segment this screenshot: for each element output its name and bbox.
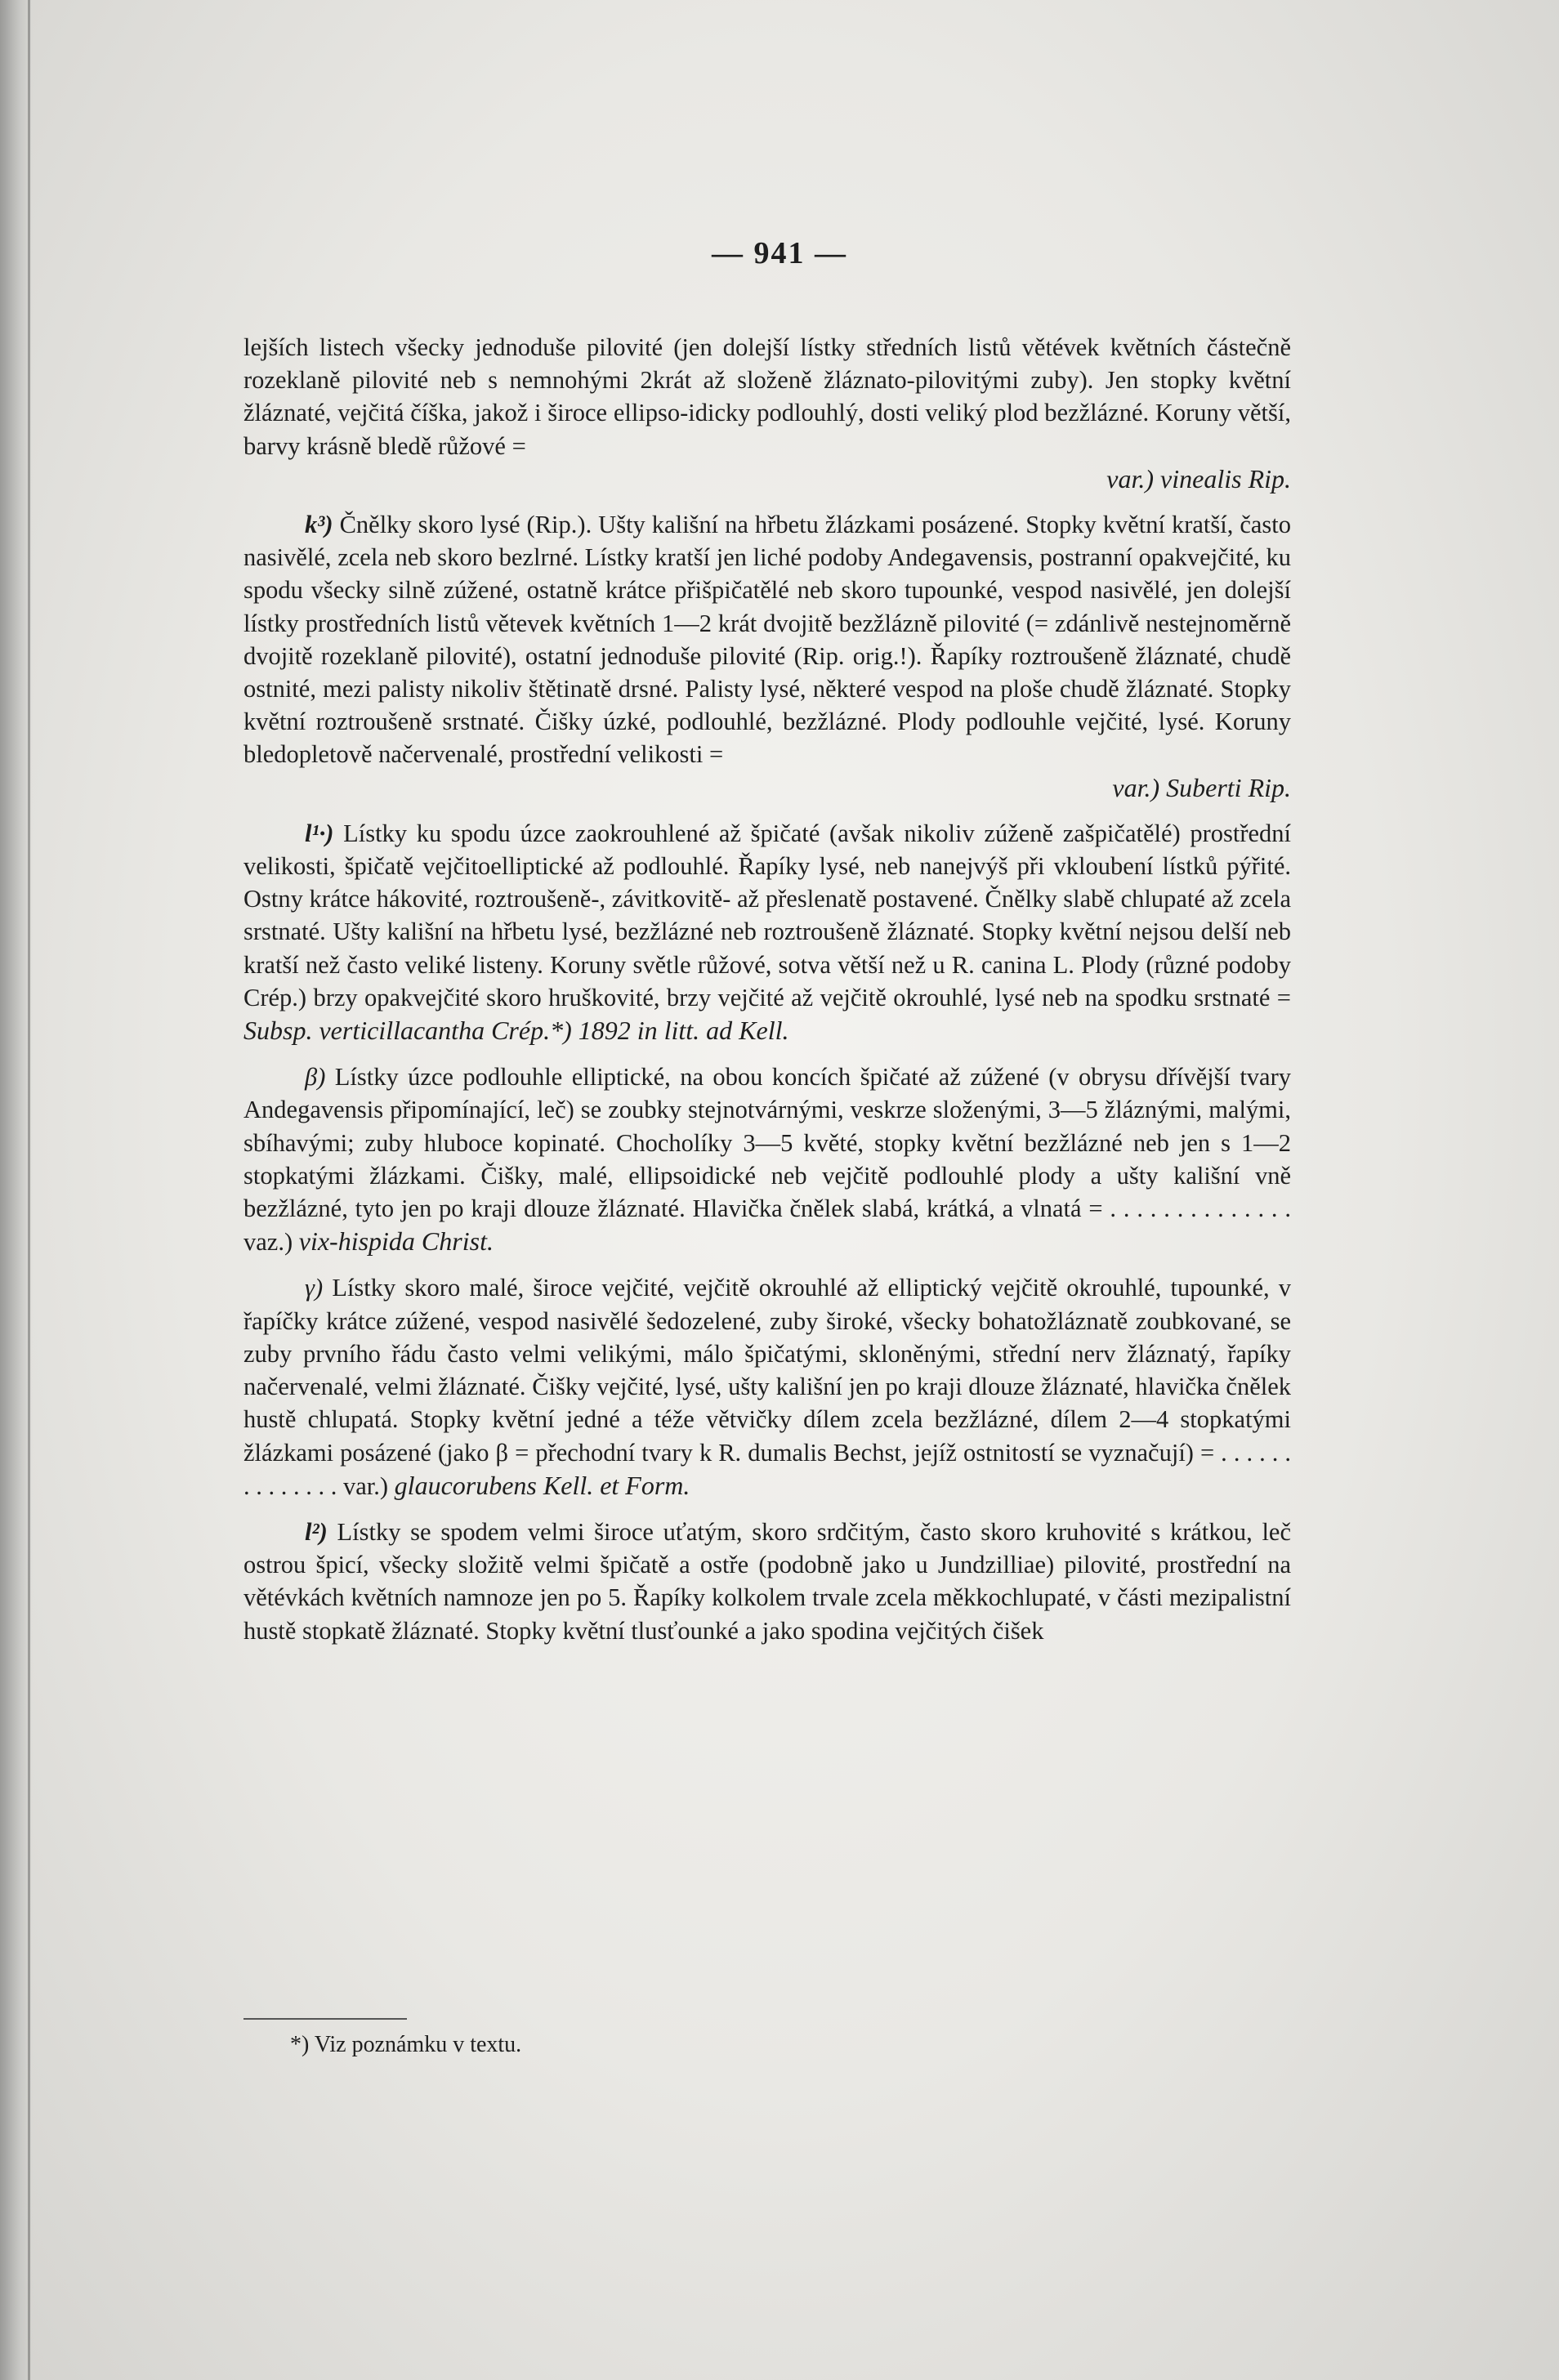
subspecies-label-verticillacantha: Subsp. verticillacantha Crép.*) 1892 in litt. ad Kell. bbox=[243, 1016, 789, 1046]
variety-label-vinealis: var.) vinealis Rip. bbox=[1106, 463, 1291, 493]
variety-label-suberti: var.) Suberti Rip. bbox=[1112, 772, 1291, 802]
paragraph-glaucorubens bbox=[243, 1271, 1291, 1502]
paragraph-verticillacantha bbox=[243, 817, 1291, 1047]
paragraph-suberti bbox=[243, 508, 1291, 804]
paragraph-text: Lístky skoro malé, široce vejčité, vejčitě okrouhlé až elliptický vejčitě okrouhlé, tupounké, v řapíčky krátce zúžené, vespod nasivělé šedozelené, zuby široké, všecky bohatožláznatě zoubkované, se zuby prvního řádu často velmi velikými, málo špičatými, skloněnými, střední nerv žláznatý, řapíky načervenalé, velmi žláznaté. Čišky vejčité, lysé, ušty kališní jen po kraji dlouze žláznaté, hlavička čnělek hustě chlupatá. Stopky květní jedné a téže větvičky dílem zcela bezžlázné, dílem 2—4 stopkatými žlázkami posázené (jako β = přechodní tvary k R. dumalis Bechst, jejíž ostnitostí se vyznačují) = . . . . . . . . . . . . . . var.) bbox=[243, 1274, 1291, 1500]
page-edge-line bbox=[28, 0, 30, 2380]
footnote-rule bbox=[243, 2018, 407, 2020]
page-number: — 941 — bbox=[712, 236, 847, 270]
variety-label-vix-hispida: vix-hispida Christ. bbox=[298, 1226, 494, 1257]
paragraph-marker: β) bbox=[305, 1063, 326, 1092]
body-text bbox=[243, 331, 1291, 1660]
variety-label-glaucorubens: glaucorubens Kell. et Form. bbox=[394, 1470, 690, 1500]
paragraph-text: Čnělky skoro lysé (Rip.). Ušty kališní na hřbetu žlázkami posázené. Stopky květní kratší, často nasivělé, zcela neb skoro bezlrné. Lístky kratší jen liché podoby Andegavensis, postranní opakvejčité, ku spodu všecky silně zúžené, ostatně krátce přišpičatělé neb skoro tupounké, vespod nasivělé, jen dolejší lístky prostředních listů větevek květních 1—2 krát dvojitě bezžlázně pilovité (= zdánlivě nestejnoměrně dvojitě rozeklaně pilovité), ostatní jednoduše pilovité (Rip. orig.!). Řapíky roztroušeně žláznaté, chudě ostnité, mezi palisty nikoliv štětinatě drsné. Palisty lysé, některé vespod na ploše chudě žláznaté. Stopky květní roztroušeně srstnaté. Čišky úzké, podlouhlé, bezžlázné. Plody podlouhle vejčité, lysé. Koruny bledopletově načervenalé, prostřední velikosti = bbox=[243, 511, 1291, 769]
paragraph-marker: k³) bbox=[305, 511, 333, 539]
paragraph-marker: l²) bbox=[305, 1517, 328, 1546]
paragraph-text: Lístky úzce podlouhle elliptické, na obou koncích špičaté až zúžené (v obrysu dřívější tvary Andegavensis připomínající, leč) se zoubky stejnotvárnými, veskrze složenými, 3—5 žláznými, malými, sbíhavými; zuby hluboce kopinaté. Chocholíky 3—5 květé, stopky květní bezžlázné neb jen s 1—2 stopkatými žlázkami. Čišky, malé, ellipsoidické neb vejčitě podlouhlé plody a ušty kališní vně bezžlázné, tyto jen po kraji dlouze žláznaté. Hlavička čnělek slabá, krátká, a vlnatá = . . . . . . . . . . . . . . vaz.) bbox=[243, 1063, 1291, 1257]
paragraph-text: lejších listech všecky jednoduše pilovité (jen dolejší lístky středních listů větévek květních částečně rozeklaně pilovité neb s nemnohými 2krát až složeně žláznato-pilovitými zuby). Jen stopky květní žláznaté, vejčitá číška, jakož i široce ellipso-idicky podlouhlý, dosti veliký plod bezžlázné. Koruny větší, barvy krásně bledě růžové = bbox=[243, 333, 1291, 460]
footnote: *) Viz poznámku v textu. bbox=[290, 2032, 522, 2057]
paragraph-text: Lístky ku spodu úzce zaokrouhlené až špičaté (avšak nikoliv zúženě zašpičatělé) prostřední velikosti, špičatě vejčitoelliptické až podlouhlé. Řapíky lysé, neb nanejvýš při vkloubení lístků pýřité. Ostny krátce hákovité, roztroušeně-, závitkovitě- až přeslenatě postavené. Čnělky slabě chlupaté až zcela srstnaté. Ušty kališní na hřbetu lysé, bezžlázné neb roztroušeně žláznaté. Stopky květní nejsou delší neb kratší než často veliké listeny. Koruny světle růžové, sotva větší než u R. canina L. Plody (různé podoby Crép.) brzy opakvejčité skoro hruškovité, brzy vejčité až vejčitě okrouhlé, lysé neb na spodku srstnaté = bbox=[243, 819, 1292, 1011]
paragraph-vix-hispida bbox=[243, 1061, 1291, 1258]
paragraph-marker: γ) bbox=[305, 1274, 324, 1302]
paragraph-marker: l¹·) bbox=[305, 819, 334, 847]
paragraph-vinealis bbox=[243, 331, 1291, 495]
paragraph-text: Lístky se spodem velmi široce uťatým, skoro srdčitým, často skoro kruhovité s krátkou, leč ostrou špicí, všecky složitě velmi špičatě a ostře (podobně jako u Jundzilliae) pilovité, prostřední na větévkách květních namnoze jen po 5. Řapíky kolkolem trvale zcela měkkochlupaté, v části mezipalistní hustě stopkatě žláznaté. Stopky květní tlusťounké a jako spodina vejčitých čišek bbox=[243, 1517, 1292, 1645]
paragraph-l2 bbox=[243, 1516, 1291, 1647]
